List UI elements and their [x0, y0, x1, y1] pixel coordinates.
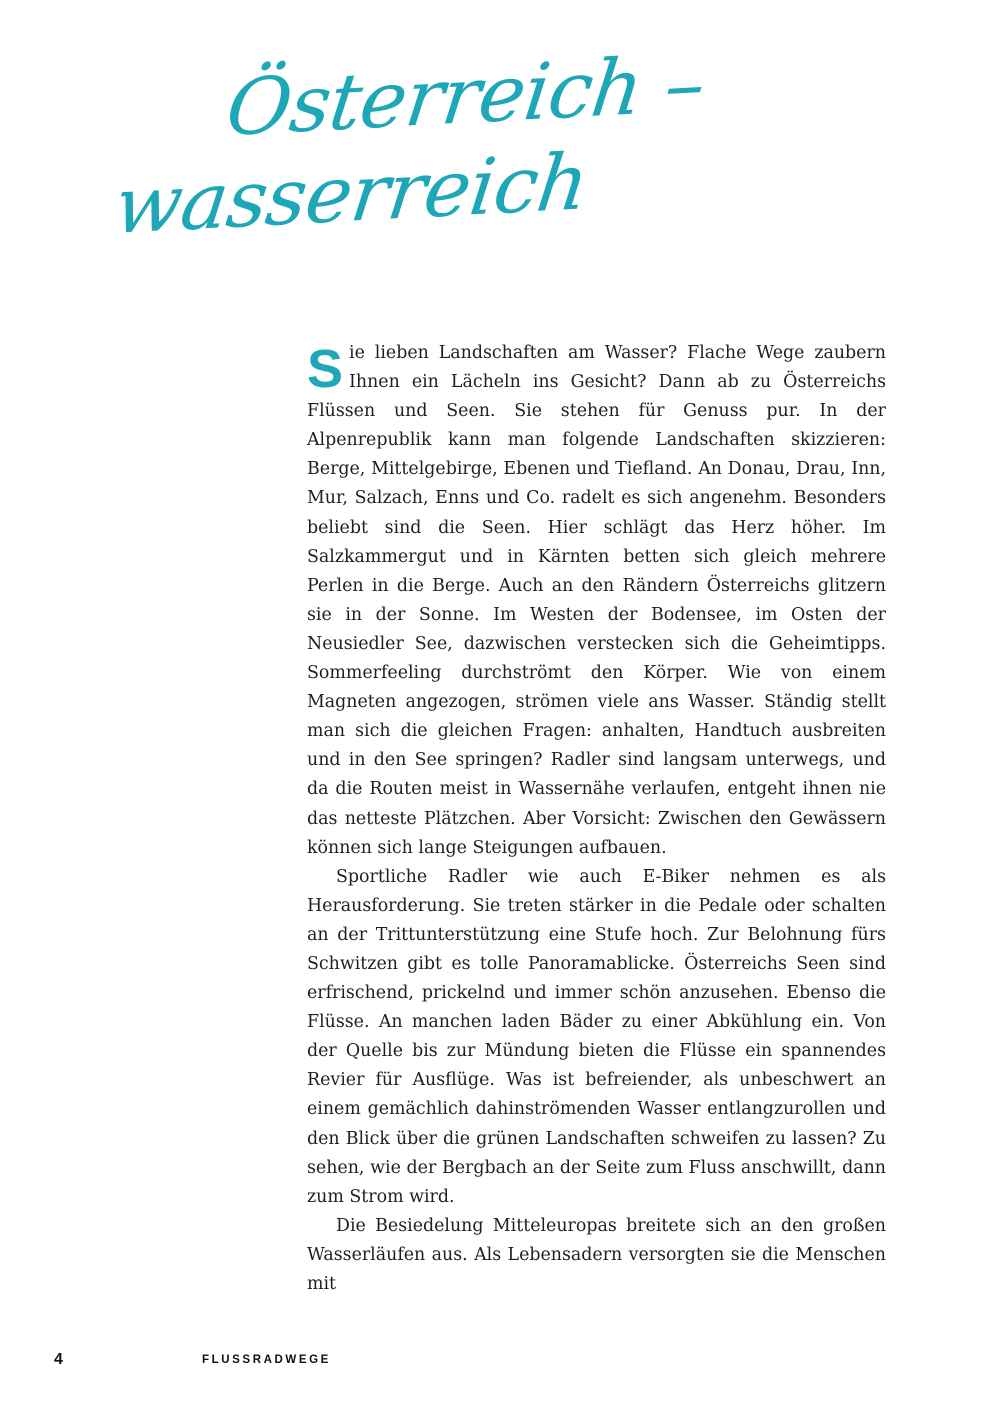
article-body	[307, 339, 886, 1299]
paragraph-1-text: ie lieben Landschaften am Wasser? Flache Wege zaubern Ihnen ein Lächeln ins Gesicht? Dann ab zu Österreichs Flüssen und Seen. Sie stehen für Genuss pur. In der Alpenrepublik kann man folgende Landschaften skizzieren: Berge, Mittelgebirge, Ebenen und Tiefland. An Donau, Drau, Inn, Mur, Salzach, Enns und Co. radelt es sich angenehm. Besonders beliebt sind die Seen. Hier schlägt das Herz höher. Im Salzkammergut und in Kärnten betten sich gleich mehrere Perlen in die Berge. Auch an den Rändern Österreichs glitzern sie in der Sonne. Im Westen der Bodensee, im Osten der Neusiedler See, dazwischen verstecken sich die Geheimtipps. Sommerfeeling durchströmt den Körper. Wie von einem Magneten angezogen, strömen viele ans Wasser. Ständig stellt man sich die gleichen Fragen: anhalten, Handtuch ausbreiten und in den See springen? Radler sind langsam unterwegs, und da die Routen meist in Wassernähe verlaufen, entgeht ihnen nie das netteste Plätzchen. Aber Vorsicht: Zwischen den Gewässern können sich lange Steigungen aufbauen.	[307, 343, 886, 858]
page-title	[0, 0, 1004, 300]
title-line-1: Österreich –	[221, 39, 710, 154]
drop-cap: S	[307, 339, 344, 399]
paragraph-2: Sportliche Radler wie auch E-Biker nehmen es als Herausforderung. Sie treten stärker in die Pedale oder schalten an der Trittunterstützung eine Stufe hoch. Zur Belohnung fürs Schwitzen gibt es tolle Panoramablicke. Österreichs Seen sind erfrischend, prickelnd und immer schön anzusehen. Ebenso die Flüsse. An manchen laden Bäder zu einer Abkühlung ein. Von der Quelle bis zur Mündung bieten die Flüsse ein spannendes Revier für Ausflüge. Was ist befreiender, als unbeschwert an einem gemächlich dahinströmenden Wasser entlangzurollen und den Blick über die grünen Landschaften schweifen zu lassen? Zu sehen, wie der Bergbach an der Seite zum Fluss anschwillt, dann zum Strom wird.	[307, 866, 886, 1207]
page-number: 4	[54, 1351, 63, 1368]
title-line-2: wasserreich	[109, 137, 593, 252]
running-footer-label: FLUSSRADWEGE	[202, 1354, 331, 1366]
paragraph-1	[307, 339, 886, 863]
paragraph-3: Die Besiedelung Mitteleuropas breitete sich an den großen Wasserläufen aus. Als Lebensadern versorgten sie die Menschen mit	[307, 1215, 886, 1294]
